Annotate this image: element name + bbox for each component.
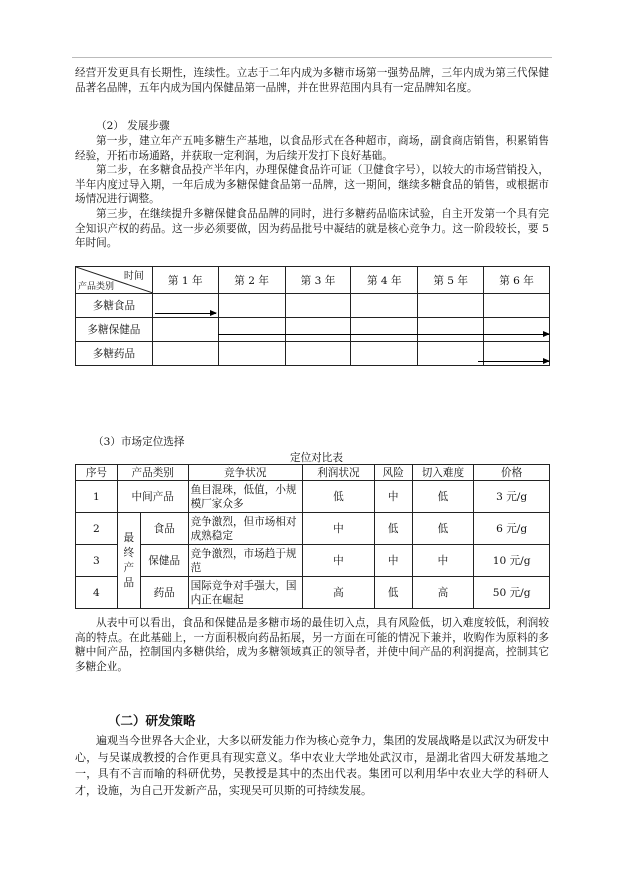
corner-time-label: 时间 xyxy=(123,271,144,282)
final-product-group-label: 最终产品 xyxy=(117,513,140,609)
row-price: 6 元/g xyxy=(474,513,550,545)
header-rule xyxy=(72,57,552,58)
row-number: 4 xyxy=(76,577,118,609)
table-row xyxy=(76,577,550,609)
row-difficulty: 中 xyxy=(412,545,474,577)
intro-paragraph: 经营开发更具有长期性，连续性。立志于二年内成为多糖市场第一强势品牌，三年内成为第三代保健品著名品牌，五年内成为国内保健品第一品牌，并在世界范围内具有一定品牌知名度。 xyxy=(75,67,549,94)
year-header: 第 1 年 xyxy=(152,267,218,294)
row-risk: 低 xyxy=(374,513,412,545)
year-header: 第 6 年 xyxy=(484,267,550,294)
col-header: 产品类别 xyxy=(117,465,188,481)
row-price: 50 元/g xyxy=(474,577,550,609)
row-price: 10 元/g xyxy=(474,545,550,577)
step-one-paragraph: 第一步，建立年产五吨多糖生产基地，以食品形式在各种超市，商场，副食商店销售，积累销售经验，开拓市场通路，并获取一定利润，为后续开发打下良好基础。 xyxy=(75,135,549,162)
row-competition: 鱼目混珠，低值，小规模厂家众多 xyxy=(188,481,302,513)
col-header: 利润状况 xyxy=(303,465,375,481)
col-header: 序号 xyxy=(76,465,118,481)
corner-category-label: 产品类别 xyxy=(78,282,115,292)
row-category: 中间产品 xyxy=(117,481,188,513)
row-difficulty: 低 xyxy=(412,513,474,545)
row-price: 3 元/g xyxy=(474,481,550,513)
timeline-arrow-drug xyxy=(478,361,549,362)
year-header: 第 4 年 xyxy=(351,267,418,294)
rd-heading: （二）研发策略 xyxy=(108,713,196,728)
year-header: 第 3 年 xyxy=(285,267,351,294)
rd-paragraph: 遍观当今世界各大企业，大多以研发能力作为核心竞争力，集团的发展战略是以武汉为研发中心，与吴谋成教授的合作更具有现实意义。华中农业大学地处武汉市，是湖北省四大研发基地之一，具有不言而喻的科研优势，吴教授是其中的杰出代表。集团可以利用华中农业大学的科研人才，设施，为自己开发新产品，实现吴可贝斯的可持续发展。 xyxy=(75,734,549,797)
row-difficulty: 低 xyxy=(412,481,474,513)
step-two-paragraph: 第二步，在多糖食品投产半年内，办理保健食品许可证（卫健食字号），以较大的市场营销投入，半年内度过导入期，一年后成为多糖保健食品第一品牌，这一期间，继续多糖食品的销售，或根据市场情况进行调整。 xyxy=(75,164,549,205)
positioning-heading: （3）市场定位选择 xyxy=(93,436,185,448)
row-number: 1 xyxy=(76,481,118,513)
row-competition: 竞争激烈，市场趋于规范 xyxy=(188,545,302,577)
dev-steps-heading: （2） 发展步骤 xyxy=(96,120,170,132)
row-profit: 中 xyxy=(303,545,375,577)
schedule-row-label: 多糖保健品 xyxy=(76,318,153,342)
row-category: 药品 xyxy=(140,577,188,609)
row-number: 2 xyxy=(76,513,118,545)
step-three-paragraph: 第三步，在继续提升多糖保健食品品牌的同时，进行多糖药品临床试验，自主开发第一个具有完全知识产权的药品。这一步必须要做，因为药品批号中凝结的就是核心竞争力。这一阶段较长，要 5 年时间。 xyxy=(75,208,549,249)
row-category: 食品 xyxy=(140,513,188,545)
row-competition: 国际竞争对手强大，国内正在崛起 xyxy=(188,577,302,609)
row-profit: 低 xyxy=(303,481,375,513)
row-profit: 中 xyxy=(303,513,375,545)
schedule-row-label: 多糖食品 xyxy=(76,294,153,318)
row-competition: 竞争激烈，但市场相对成熟稳定 xyxy=(188,513,302,545)
year-header: 第 5 年 xyxy=(418,267,484,294)
positioning-table xyxy=(75,464,550,609)
table-row xyxy=(76,513,550,545)
col-header: 价格 xyxy=(474,465,550,481)
col-header: 竞争状况 xyxy=(188,465,302,481)
table-caption: 定位对比表 xyxy=(290,452,343,464)
row-risk: 中 xyxy=(374,481,412,513)
timeline-arrow-food xyxy=(155,313,216,314)
col-header: 切入难度 xyxy=(412,465,474,481)
year-header: 第 2 年 xyxy=(218,267,285,294)
row-number: 3 xyxy=(76,545,118,577)
table-row xyxy=(76,545,550,577)
col-header: 风险 xyxy=(374,465,412,481)
row-difficulty: 高 xyxy=(412,577,474,609)
schedule-row-label: 多糖药品 xyxy=(76,342,153,366)
table-row xyxy=(76,481,550,513)
row-risk: 低 xyxy=(374,577,412,609)
row-category: 保健品 xyxy=(140,545,188,577)
schedule-table xyxy=(75,266,550,366)
schedule-corner-cell xyxy=(76,267,153,294)
row-profit: 高 xyxy=(303,577,375,609)
row-risk: 中 xyxy=(374,545,412,577)
timeline-arrow-health xyxy=(218,334,549,335)
analysis-paragraph: 从表中可以看出，食品和保健品是多糖市场的最佳切入点，具有风险低，切入难度较低，利润较高的特点。在此基础上，一方面积极向药品拓展，另一方面在可能的情况下兼并，收购作为原料的多糖中间产品，控制国内多糖供给，成为多糖领域真正的领导者，并使中间产品的利润提高，控制其它多糖企业。 xyxy=(75,617,549,673)
